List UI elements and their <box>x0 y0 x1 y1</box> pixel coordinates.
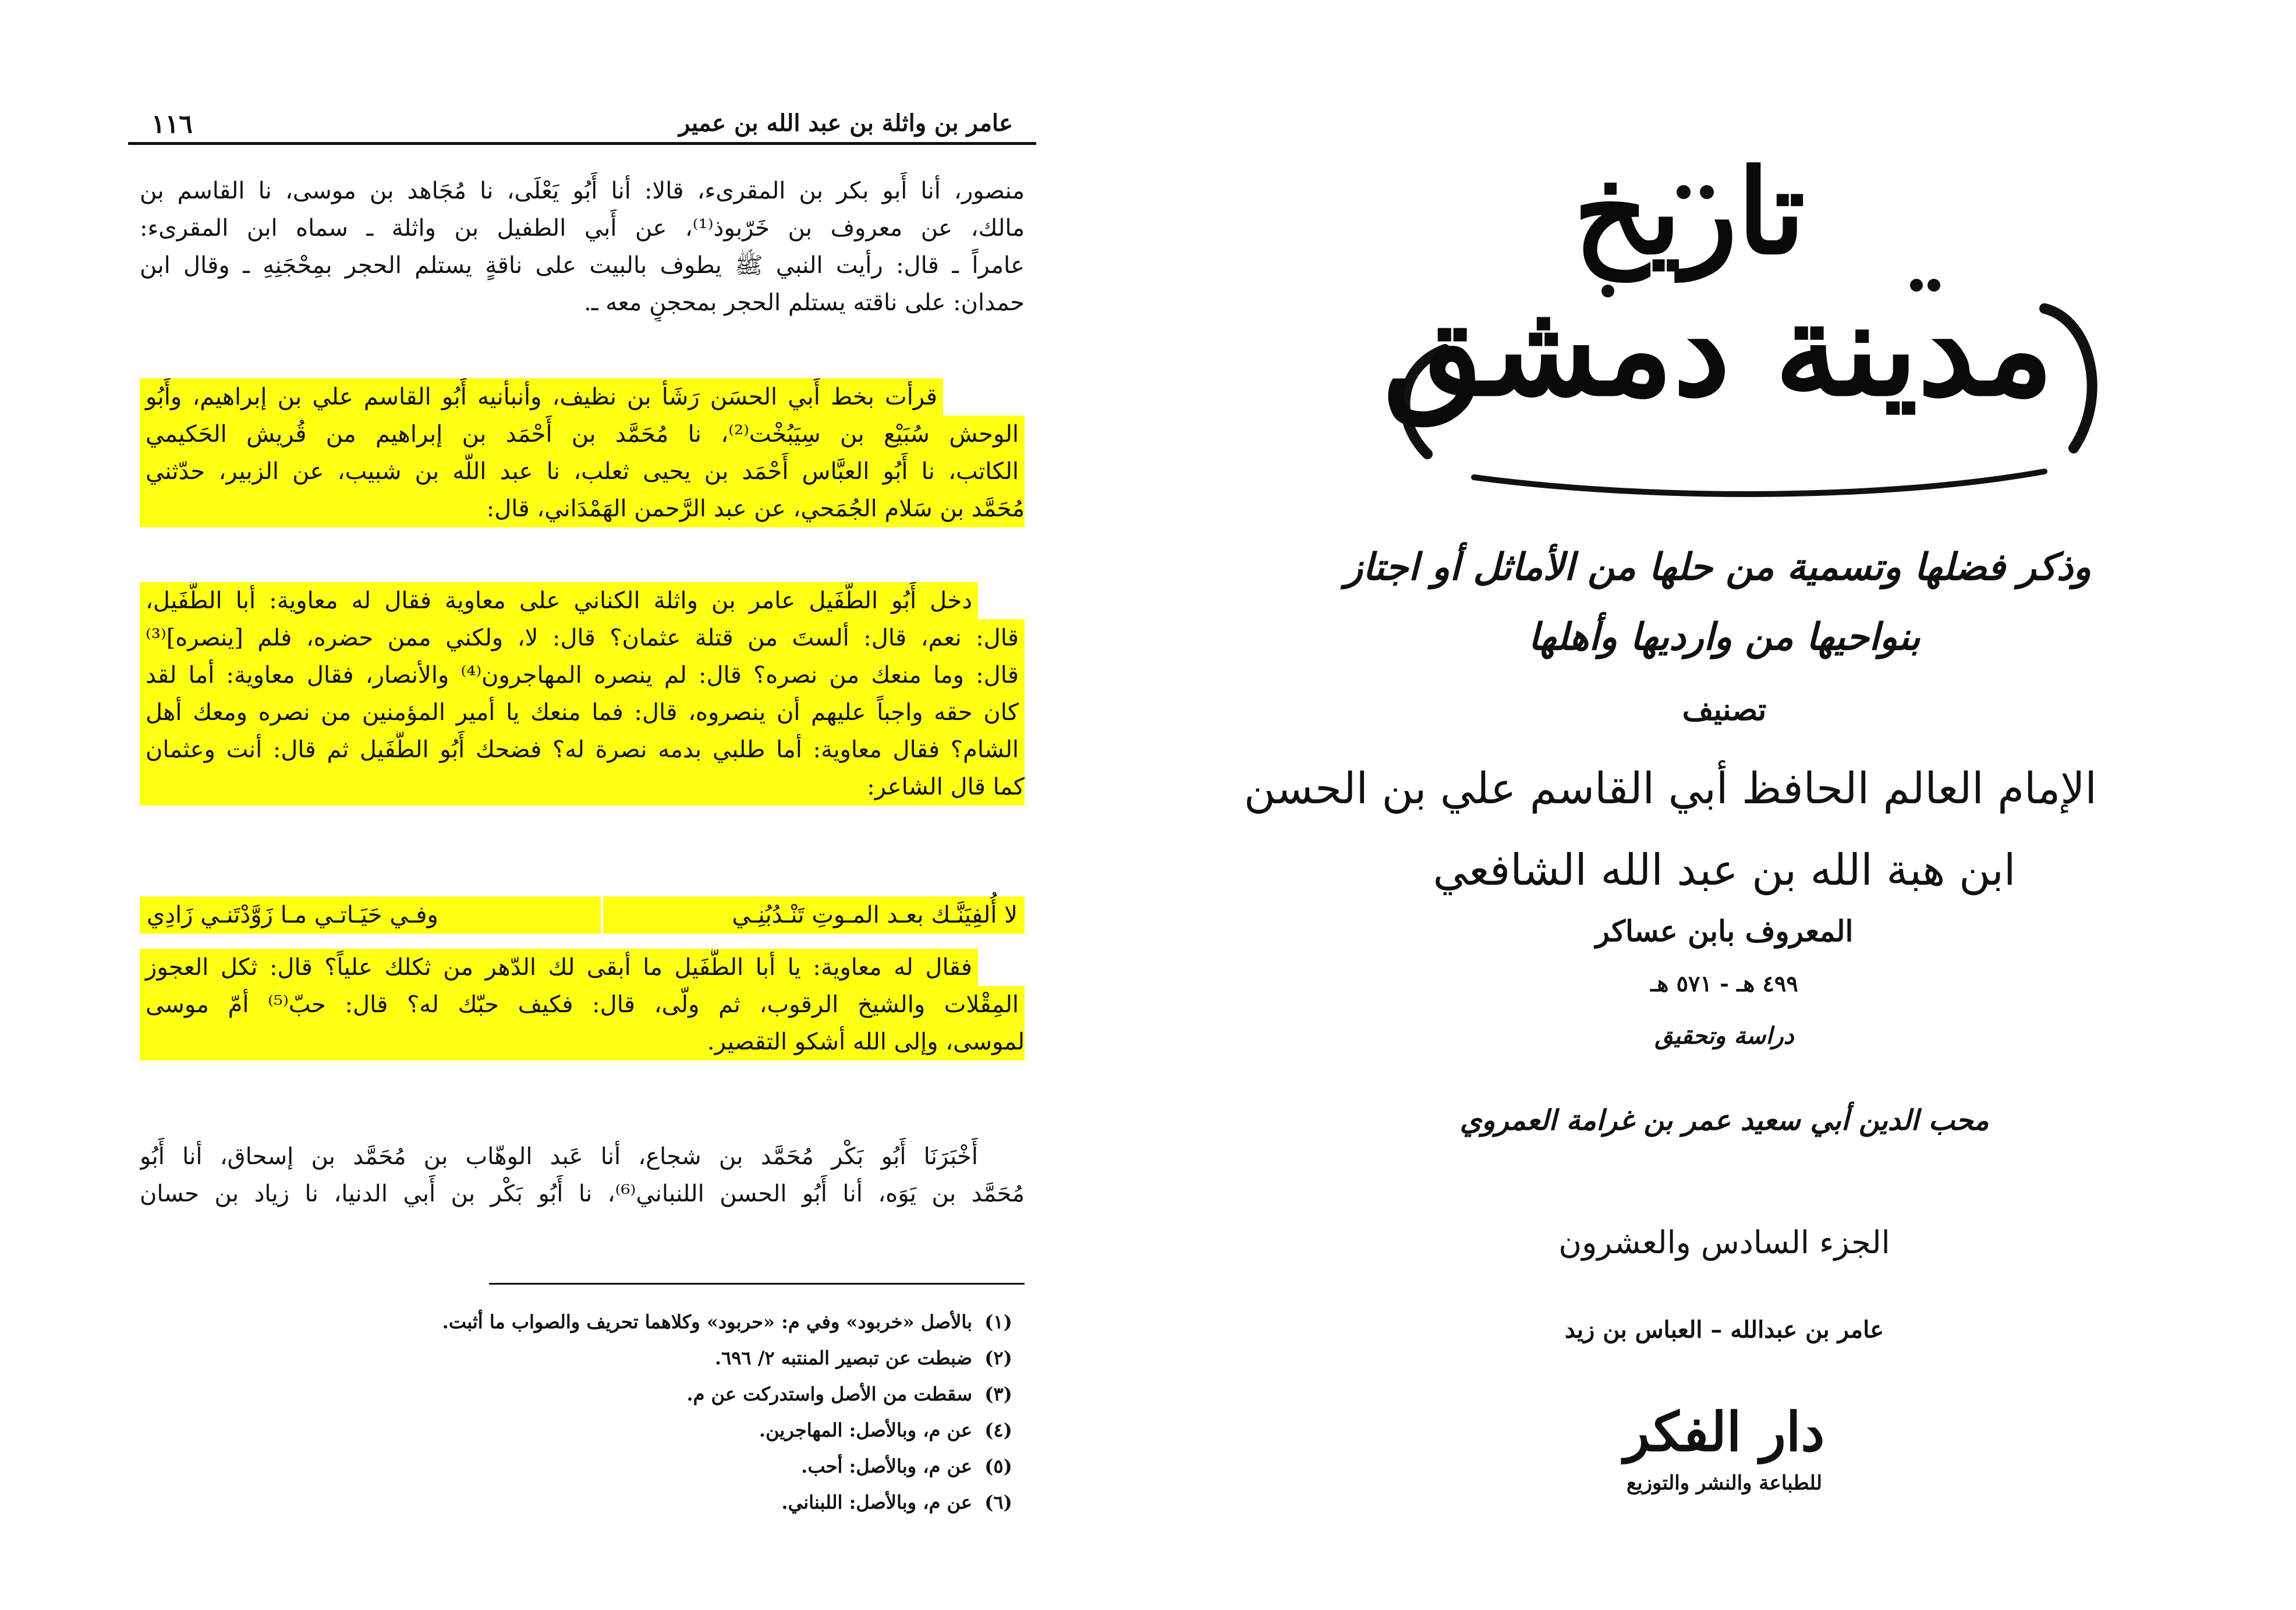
footnote-number: (١) <box>984 1311 1012 1333</box>
footnote <box>349 1376 1025 1412</box>
footnote-text: سقطت من الأصل واستدركت عن م. <box>686 1383 972 1405</box>
text-line: الوحش سُبَيْع بن سِيَبُخْت⁽²⁾، نا مُحَمَّد بن أَحْمَد بن إبراهيم من قُريش الحَكيمي <box>146 421 1019 448</box>
book-title-line-1: تاريخ <box>1574 144 1805 281</box>
text-line: أَخْبَرَنَا أَبُو بَكْر مُحَمَّد بن شجاع، أنا عَبد الوهّاب بن مُحَمَّد بن إسحاق، أنا أَبُو <box>140 1143 978 1170</box>
footnote <box>349 1484 1025 1520</box>
verse-gap <box>561 896 601 934</box>
text-line: حمدان: على ناقته يستلم الحجر بمحجنٍ معه ـ. <box>584 289 1025 316</box>
page-number: ١١٦ <box>151 109 193 139</box>
text-line: مُحَمَّد بن يَوَه، أنا أَبُو الحسن اللنباني⁽⁶⁾، نا أَبُو بَكْر بن أَبي الدنيا، نا زياد بن حسان <box>140 1180 1025 1207</box>
footnote-rule <box>489 1283 1025 1285</box>
header-rule <box>128 142 1036 145</box>
text-line: قال: وما منعك من نصره؟ قال: لم ينصره المهاجرون⁽⁴⁾ والأنصار، فقال معاوية: أما لقد <box>146 662 1019 689</box>
running-title: عامر بن واثلة بن عبد الله بن عمير <box>678 109 1013 137</box>
footnote <box>349 1340 1025 1376</box>
text-line: مُحَمَّد بن سَلام الجُمَحي، عن عبد الرَّحمن الهَمْدَاني، قال: <box>140 490 1025 527</box>
volume-range: عامر بن عبدالله – العباس بن زيد <box>1564 1316 1884 1343</box>
paragraph <box>140 1138 1025 1212</box>
author-known-as: المعروف بابن عساكر <box>1595 914 1854 948</box>
footnote <box>349 1448 1025 1484</box>
paragraph <box>140 172 1025 321</box>
title-page <box>1148 0 2296 1610</box>
author-name-line-1: الإمام العالم الحافظ أبي القاسم علي بن الحسن <box>1243 764 2097 814</box>
footnote-text: ضبطت عن تبصير المنتبه ٢/ ٦٩٦. <box>714 1347 972 1369</box>
running-head <box>128 104 1036 144</box>
editor-name: محب الدين أبي سعيد عمر بن غرامة العمروي <box>1459 1104 1989 1137</box>
text-line: منصور، أنا أَبو بكر بن المقرىء، قالا: أنا أَبُو يَعْلَى، نا مُجَاهد بن موسى، نا القاسم بن <box>140 178 1025 204</box>
text-line: كان حقه واجباً عليهم أن ينصروه، قال: فما منعك يا أمير المؤمنين من نصره ومعك أهل <box>146 699 1019 726</box>
authored-by-label: تصنيف <box>1682 692 1767 728</box>
text-line: عامراً ـ قال: رأيت النبي ﷺ يطوف بالبيت على ناقةٍ يستلم الحجر بمِحْجَنِهِ ـ وقال ابن <box>140 252 1025 279</box>
text-line: قال: نعم، قال: ألستَ من قتلة عثمان؟ قال: لا، ولكني ممن حضره، فلم [ينصره]⁽³⁾ <box>146 625 1019 651</box>
text-line: مالك، عن معروف بن خَرّبوذ⁽¹⁾، عن أَبي الطفيل بن واثلة ـ سماه ابن المقرىء: <box>140 215 1025 242</box>
highlighted-paragraph <box>140 378 1025 527</box>
footnote-text: عن م، وبالأصل: المهاجرين. <box>759 1419 972 1441</box>
footnote <box>349 1412 1025 1448</box>
subtitle-line-2: بنواحيها من وارديها وأهلها <box>1528 615 1921 659</box>
text-line: الكاتب، نا أَبُو العبَّاس أَحْمَد بن يحيى ثعلب، نا عبد اللّه بن شبيب، عن الزبير، حدّثني <box>146 458 1019 485</box>
text-line: الشام؟ فقال معاوية: أما طلبي بدمه نصرة له؟ فضحك أَبُو الطُّفَيل ثم قال: أنت وعثمان <box>146 736 1019 763</box>
footnote-number: (٢) <box>984 1347 1012 1369</box>
text-line: دخل أَبُو الطُّفَيل عامر بن واثلة الكناني على معاوية فقال له معاوية: أبا الطُّفَيل، <box>146 587 972 614</box>
study-and-edit-label: دراسة وتحقيق <box>1654 1022 1794 1049</box>
verse-first-hemistich: لا أُلفِيَنَّـك بعـد المـوتِ تَنْـدُبُنِـي <box>603 896 1025 934</box>
text-line: المِقْلات والشيخ الرقوب، ثم ولّى، قال: فكيف حبّك له؟ قال: حبّ⁽⁵⁾ أمّ موسى <box>146 991 1019 1018</box>
footnotes <box>349 1304 1025 1520</box>
volume-number: الجزء السادس والعشرون <box>1558 1224 1890 1261</box>
highlighted-paragraph <box>140 582 1025 806</box>
subtitle-line-1: وذكر فضلها وتسمية من حلها من الأماثل أو اجتاز <box>1345 545 2091 589</box>
publisher-logo: دار الفكر <box>1624 1400 1825 1463</box>
footnote-number: (٣) <box>984 1383 1012 1405</box>
footnote-text: عن م، وبالأصل: أحب. <box>801 1455 972 1477</box>
footnote-number: (٥) <box>984 1455 1012 1477</box>
footnote-number: (٤) <box>984 1419 1012 1441</box>
text-line: لموسى، وإلى الله أشكو التقصير. <box>140 1023 1025 1061</box>
poetry-verse <box>140 896 1025 934</box>
author-dates: ٤٩٩ هـ - ٥٧١ هـ <box>1650 970 1798 997</box>
footnote-text: بالأصل «خربود» وفي م: «حربود» وكلاهما تحريف والصواب ما أثبت. <box>442 1311 972 1333</box>
highlighted-paragraph <box>140 949 1025 1061</box>
footnote-number: (٦) <box>984 1491 1012 1513</box>
text-line: كما قال الشاعر: <box>140 768 1025 806</box>
verse-second-hemistich: وفـي حَيَـاتـي مـا زَوَّدْتَنـي زَادِي <box>140 896 561 934</box>
author-name-line-2: ابن هبة الله بن عبد الله الشافعي <box>1433 845 2016 895</box>
text-line: قرأت بخط أَبي الحسَن رَشَأ بن نظيف، وأنبأنيه أَبُو القاسم علي بن إبراهيم، وأَبُو <box>146 384 937 410</box>
footnote <box>349 1304 1025 1340</box>
book-title-line-2: مدينة دمشق <box>1383 274 2054 424</box>
footnote-text: عن م، وبالأصل: اللبناني. <box>781 1491 972 1513</box>
publisher-tagline: للطباعة والنشر والتوزيع <box>1627 1471 1822 1495</box>
text-line: فقال له معاوية: يا أبا الطُّفَيل ما أبقى لك الدّهر من ثكلك علياً؟ قال: ثكل العجوز <box>146 954 972 981</box>
